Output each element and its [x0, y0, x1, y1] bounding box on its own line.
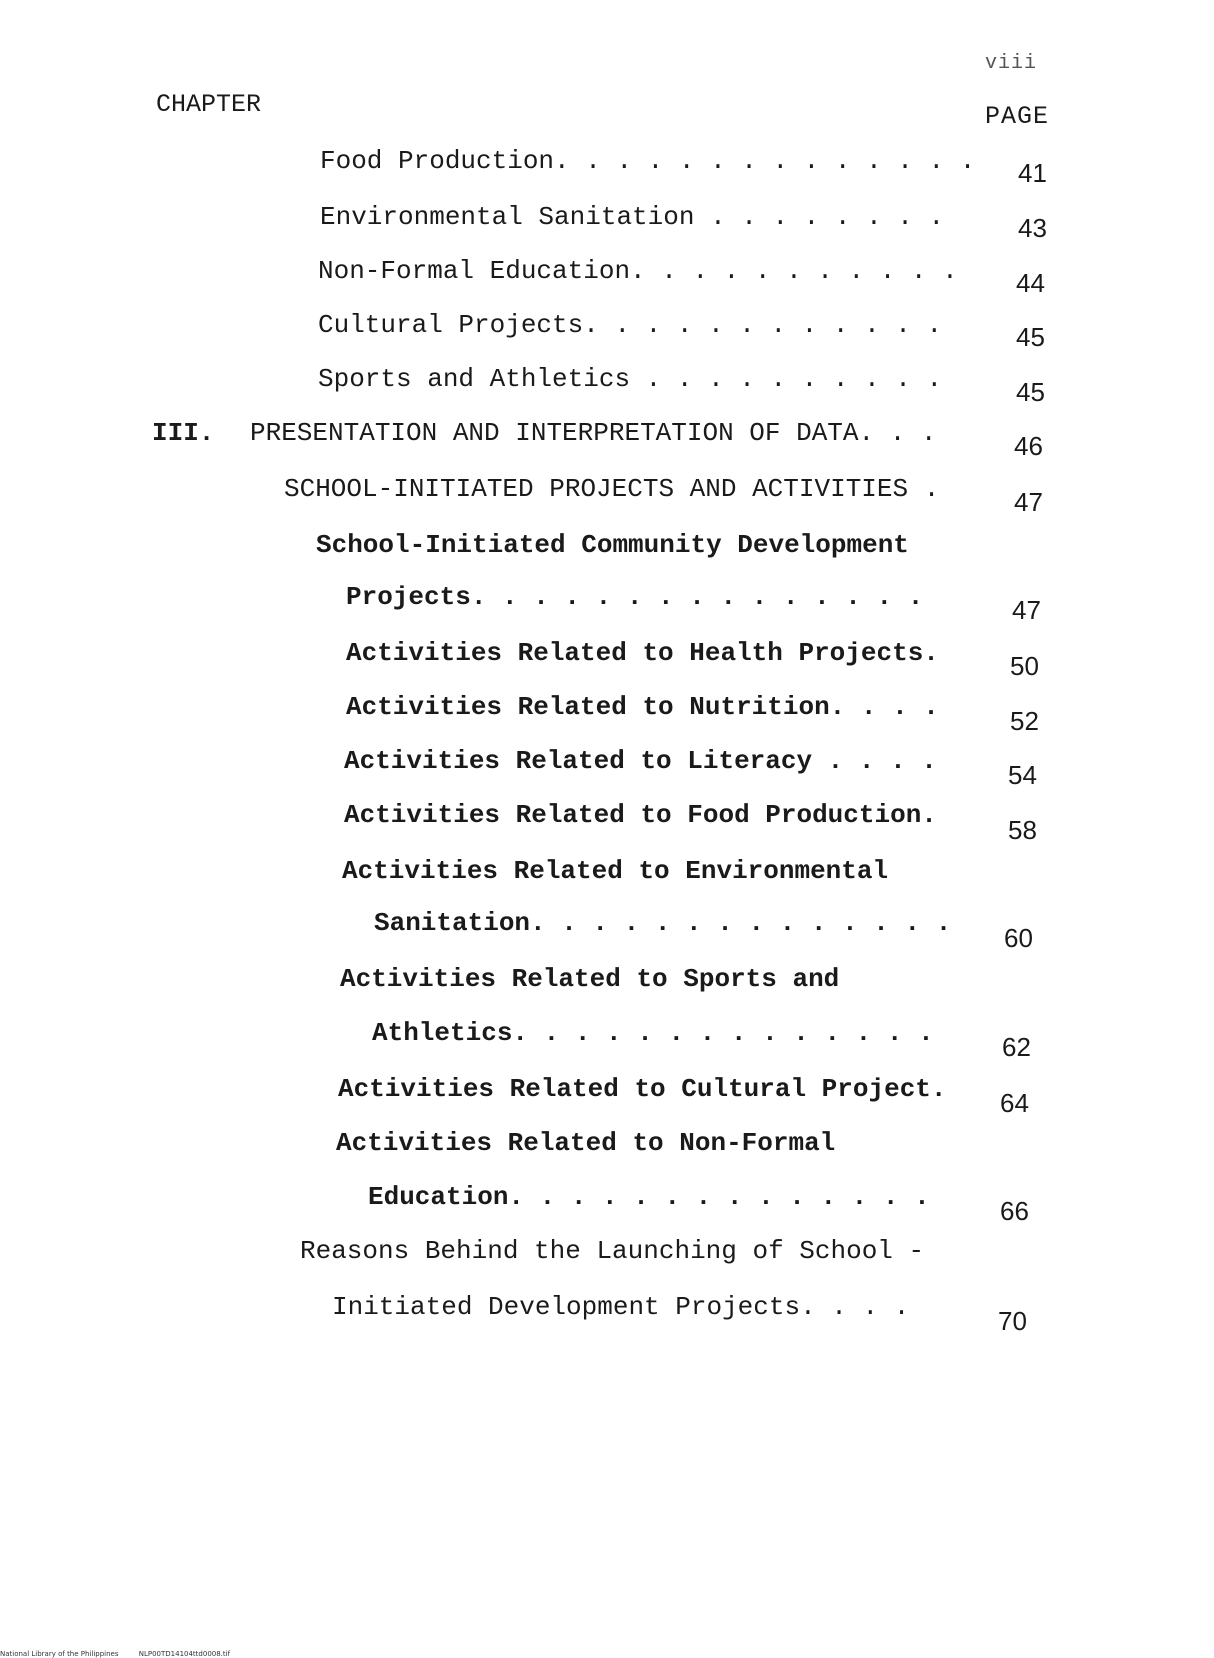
chapter-column-header: CHAPTER	[156, 90, 262, 119]
toc-entry-page: 45	[1016, 322, 1045, 352]
toc-entry-text: Non-Formal Education. . . . . . . . . . .	[318, 256, 958, 286]
toc-entry-page: 60	[1004, 923, 1033, 953]
toc-entry-text: Environmental Sanitation . . . . . . . .	[320, 202, 945, 232]
toc-entry-page: 41	[1018, 158, 1047, 188]
toc-entry-text: Activities Related to Food Production.	[344, 800, 937, 830]
toc-entry-text: Activities Related to Literacy . . . .	[344, 746, 937, 776]
scan-footer	[0, 1650, 248, 1658]
toc-entry-text-continued: Sanitation. . . . . . . . . . . . . .	[374, 908, 952, 938]
toc-entry-page: 44	[1016, 268, 1045, 298]
toc-entry-page: 66	[1000, 1196, 1029, 1226]
toc-entry-page: 58	[1008, 815, 1037, 845]
toc-entry-page: 52	[1010, 706, 1039, 736]
toc-entry-text-continued: Education. . . . . . . . . . . . . .	[368, 1182, 930, 1212]
toc-entry-text: Food Production. . . . . . . . . . . . . .	[320, 146, 976, 176]
toc-entry-text: Activities Related to Nutrition. . . .	[346, 692, 939, 722]
page-column-header: PAGE	[985, 102, 1050, 131]
footer-file: NLP00TD14104ttd0008.tif	[138, 1650, 231, 1658]
toc-entry-text: Cultural Projects. . . . . . . . . . . .	[318, 310, 943, 340]
toc-entry-text: Activities Related to Health Projects.	[346, 638, 939, 668]
toc-entry-text: Activities Related to Non-Formal	[336, 1128, 836, 1158]
toc-entry-page: 45	[1016, 377, 1045, 407]
toc-entry-page: 47	[1012, 595, 1041, 625]
chapter-roman-numeral: III.	[152, 418, 215, 448]
toc-entry-text: Activities Related to Sports and	[340, 964, 840, 994]
toc-entry-text-continued: Initiated Development Projects. . . .	[332, 1292, 910, 1322]
toc-entry-page: 70	[998, 1306, 1027, 1336]
page-number: viii	[985, 52, 1038, 75]
toc-entry-text: Activities Related to Cultural Project.	[338, 1074, 947, 1104]
chapter-title: PRESENTATION AND INTERPRETATION OF DATA. . .	[250, 418, 937, 448]
toc-entry-text-continued: Athletics. . . . . . . . . . . . . .	[372, 1018, 934, 1048]
footer-library: National Library of the Philippines	[0, 1650, 119, 1658]
toc-entry-text: School-Initiated Community Development	[316, 530, 909, 560]
toc-entry-page: 46	[1014, 431, 1043, 461]
toc-entry-page: 47	[1014, 487, 1043, 517]
toc-entry-text: Sports and Athletics . . . . . . . . . .	[318, 364, 943, 394]
toc-entry-text-continued: Projects. . . . . . . . . . . . . . .	[346, 582, 924, 612]
toc-entry-page: 50	[1010, 651, 1039, 681]
toc-entry-page: 64	[1000, 1088, 1029, 1118]
toc-entry-page: 54	[1008, 760, 1037, 790]
toc-entry-text: Activities Related to Environmental	[342, 856, 889, 886]
toc-entry-page: 43	[1018, 213, 1047, 243]
section-heading: SCHOOL-INITIATED PROJECTS AND ACTIVITIES .	[284, 474, 940, 504]
toc-entry-text: Reasons Behind the Launching of School -	[300, 1236, 925, 1266]
toc-entry-page: 62	[1002, 1032, 1031, 1062]
